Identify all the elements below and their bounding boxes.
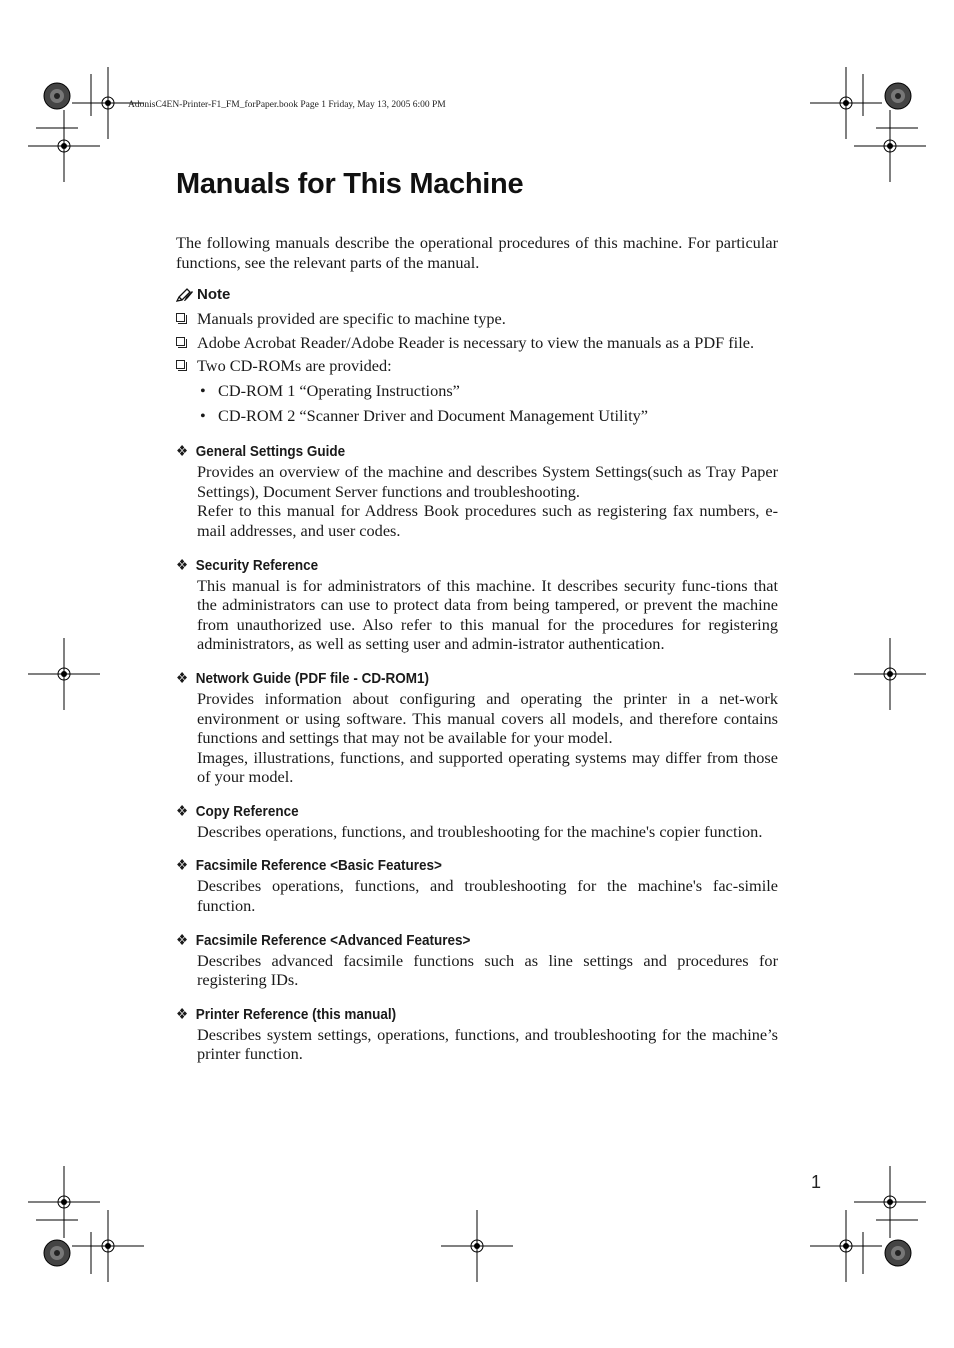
section-facsimile-basic xyxy=(176,856,778,915)
section-paragraph: Provides information about configuring and operating the printer in a net-work environment or using software. This manual covers all models, and therefore contains functions and settings that may not be available for your model. xyxy=(197,688,778,748)
section-security-reference xyxy=(176,556,778,654)
note-sub-item: • CD-ROM 2 “Scanner Driver and Document Management Utility” xyxy=(200,405,648,425)
diamond-bullet-icon: ❖ xyxy=(176,802,189,820)
registration-star-icon xyxy=(885,83,911,109)
pencil-note-icon xyxy=(176,288,194,302)
registration-mark-icon xyxy=(72,1210,144,1282)
diamond-bullet-icon: ❖ xyxy=(176,556,189,574)
diamond-bullet-icon: ❖ xyxy=(176,443,189,461)
section-network-guide xyxy=(176,669,778,787)
checkbox-bullet-icon xyxy=(176,360,185,369)
section-heading: ❖ Copy Reference xyxy=(176,802,299,820)
section-paragraph: Describes operations, functions, and troubleshooting for the machine's fac-simile function. xyxy=(197,876,778,916)
note-item: Adobe Acrobat Reader/Adobe Reader is necessary to view the manuals as a PDF file. xyxy=(176,333,778,353)
section-heading: ❖ General Settings Guide xyxy=(176,443,346,461)
file-info-header: AdonisC4EN-Printer-F1_FM_forPaper.book Page 1 Friday, May 13, 2005 6:00 PM xyxy=(128,100,446,110)
section-paragraph: This manual is for administrators of this machine. It describes security func-tions that the administrators can use to protect data from being tampered, or prevent the machine from unauthorized use. Also refer to this manual for the procedures for registering administrators, as well as setting user and admin-istrator authentication. xyxy=(197,575,778,654)
section-paragraph: Provides an overview of the machine and describes System Settings(such as Tray Paper Settings), Document Server functions and troubleshooting. xyxy=(197,462,778,501)
section-facsimile-advanced xyxy=(176,931,778,990)
registration-mark-icon xyxy=(854,1166,926,1238)
section-paragraph: Describes advanced facsimile functions such as line settings and procedures for registering IDs. xyxy=(197,950,778,990)
note-item: Manuals provided are specific to machine type. xyxy=(176,309,778,329)
registration-mark-icon xyxy=(441,1210,513,1282)
registration-star-icon xyxy=(44,83,70,109)
section-heading: ❖ Facsimile Reference <Basic Features> xyxy=(176,857,442,875)
section-heading: ❖ Facsimile Reference <Advanced Features> xyxy=(176,931,471,949)
registration-star-icon xyxy=(885,1240,911,1266)
page-number: 1 xyxy=(811,1172,822,1192)
diamond-bullet-icon: ❖ xyxy=(176,1005,189,1023)
page-title: Manuals for This Machine xyxy=(176,168,524,200)
section-heading: ❖ Network Guide (PDF file - CD-ROM1) xyxy=(176,669,430,687)
registration-mark-icon xyxy=(28,110,100,182)
registration-star-icon xyxy=(44,1240,70,1266)
intro-paragraph: The following manuals describe the operational procedures of this machine. For particular functions, see the relevant parts of the manual. xyxy=(176,233,778,272)
diamond-bullet-icon: ❖ xyxy=(176,931,189,949)
section-heading: ❖ Security Reference xyxy=(176,556,319,574)
note-sub-item: • CD-ROM 1 “Operating Instructions” xyxy=(200,380,460,400)
registration-mark-icon xyxy=(810,67,882,139)
document-body xyxy=(176,233,778,1064)
registration-mark-icon xyxy=(28,1166,100,1238)
section-paragraph: Images, illustrations, functions, and supported operating systems may differ from those of your model. xyxy=(197,747,778,787)
note-label: Note xyxy=(197,286,231,304)
section-heading: ❖ Printer Reference (this manual) xyxy=(176,1005,397,1023)
checkbox-bullet-icon xyxy=(176,337,185,346)
registration-mark-icon xyxy=(854,638,926,710)
registration-mark-icon xyxy=(854,110,926,182)
diamond-bullet-icon: ❖ xyxy=(176,669,189,687)
section-printer-reference xyxy=(176,1005,778,1064)
bullet-dot-icon: • xyxy=(200,380,206,400)
bullet-dot-icon: • xyxy=(200,405,206,425)
note-heading xyxy=(176,285,778,305)
section-paragraph: Describes system settings, operations, functions, and troubleshooting for the machine’s printer function. xyxy=(197,1024,778,1064)
registration-mark-icon xyxy=(810,1210,882,1282)
registration-mark-icon xyxy=(28,638,100,710)
diamond-bullet-icon: ❖ xyxy=(176,857,189,875)
note-item: Two CD-ROMs are provided: xyxy=(176,356,778,376)
section-paragraph: Describes operations, functions, and troubleshooting for the machine's copier function. xyxy=(197,821,763,841)
section-paragraph: Refer to this manual for Address Book procedures such as registering fax numbers, e-mail addresses, and user codes. xyxy=(197,501,778,540)
checkbox-bullet-icon xyxy=(176,313,185,322)
section-general-settings-guide xyxy=(176,442,778,540)
section-copy-reference xyxy=(176,802,778,842)
